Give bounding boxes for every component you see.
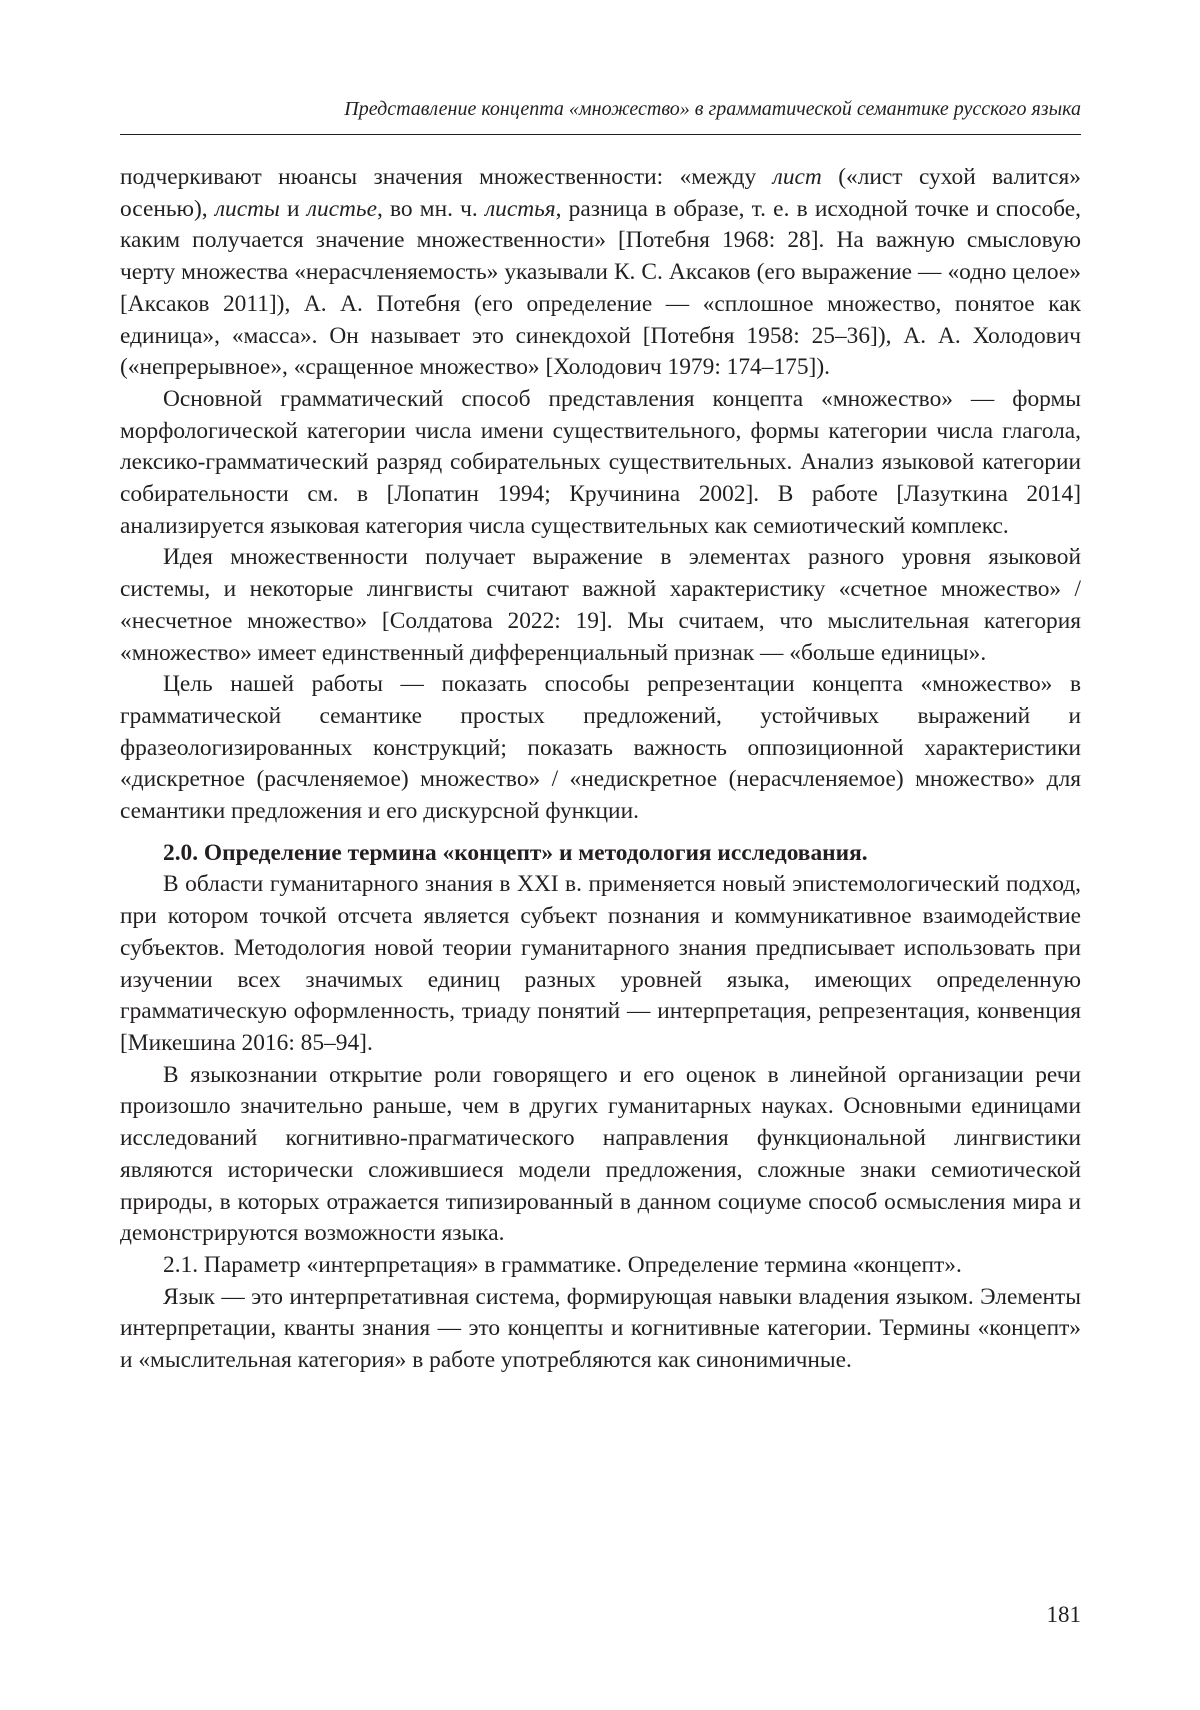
paragraph xyxy=(120,162,1081,384)
text-run: 2.0. Определение термина «концепт» и методология исследования. xyxy=(163,839,868,866)
paragraph xyxy=(120,542,1081,669)
text-run: и xyxy=(279,195,307,222)
text-run: 2.1. Параметр «интерпретация» в грамматике. Определение термина «концепт». xyxy=(163,1251,962,1278)
italic-term: листье xyxy=(306,195,377,222)
text-run: Цель нашей работы — показать способы репрезентации концепта «множество» в грамматической семантике простых предложений, устойчивых выражений и фразеологизированных конструкций; показать важность оппозиционной характеристики «дискретное (расчленяемое) множество» / «недискретное (нерасчленяемое) множество» для семантики предложения и его дискурсной функции. xyxy=(120,671,1081,825)
text-run: , разница в образе, т. е. в исходной точке и способе, каким получается значение множественности» [Потебня 1968: 28]. На важную смысловую черту множества «нерасчленяемость» указывали К. С. Аксаков (его выражение — «одно целое» [Аксаков 2011]), А. А. Потебня (его определение — «сплошное множество, понятое как единица», «масса». Он называет это синекдохой [Потебня 1958: 25–36]), А. А. Холодович («непрерывное», «сращенное множество» [Холодович 1979: 174–175]). xyxy=(120,195,1081,381)
italic-term: лист xyxy=(772,164,822,190)
paragraph xyxy=(120,1282,1081,1377)
text-run: подчеркивают нюансы значения множественности: «между xyxy=(120,164,773,190)
paragraph xyxy=(120,384,1081,543)
paragraph xyxy=(120,669,1081,828)
text-run: В языкознании открытие роли говорящего и его оценок в линейной организации речи произошло значительно раньше, чем в других гуманитарных науках. Основными единицами исследований когнитивно-прагматического направления функциональной лингвистики являются исторически сложившиеся модели предложения, сложные знаки семиотической природы, в которых отражается типизированный в данном социуме способ осмысления мира и демонстрируются возможности языка. xyxy=(120,1061,1081,1247)
text-run: Язык — это интерпретативная система, формирующая навыки владения языком. Элементы интерпретации, кванты знания — это концепты и когнитивные категории. Термины «концепт» и «мыслительная категория» в работе употребляются как синонимичные. xyxy=(120,1283,1081,1374)
text-run: Основной грамматический способ представления концепта «множество» — формы морфологической категории числа имени существительного, формы категории числа глагола, лексико-грамматический разряд собирательных существительных. Анализ языковой категории собирательности см. в [Лопатин 1994; Кручинина 2002]. В работе [Лазуткина 2014] анализируется языковая категория числа существительных как семиотический комплекс. xyxy=(120,385,1081,539)
text-run: В области гуманитарного знания в XXI в. применяется новый эпистемологический подход, при котором точкой отсчета является субъект познания и коммуникативное взаимодействие субъектов. Методология новой теории гуманитарного знания предписывает использовать при изучении всех значимых единиц разных уровней языка, имеющих определенную грамматическую оформленность, триаду понятий — интерпретация, репрезентация, конвенция [Микешина 2016: 85–94]. xyxy=(120,871,1081,1056)
text-run: , во мн. ч. xyxy=(376,195,485,222)
running-head: Представление концепта «множество» в грамматической семантике русского языка xyxy=(344,98,1081,120)
text-run: Идея множественности получает выражение в элементах разного уровня языковой системы, и некоторые лингвисты считают важной характеристику «счетное множество» / «несчетное множество» [Солдатова 2022: 19]. Мы считаем, что мыслительная категория «множество» имеет единственный дифференциальный признак — «больше единицы». xyxy=(120,544,1081,666)
page-number: 181 xyxy=(1046,1602,1081,1627)
paragraph xyxy=(120,1060,1081,1250)
paragraph xyxy=(120,1250,1081,1282)
header-rule xyxy=(120,134,1081,135)
body-text xyxy=(120,162,1081,1377)
italic-term: листы xyxy=(214,195,280,222)
text-run: («лист сухой валится» осенью), xyxy=(120,164,1082,222)
paragraph xyxy=(120,869,1081,1059)
section-heading xyxy=(120,838,1081,870)
italic-term: листья xyxy=(484,195,556,222)
